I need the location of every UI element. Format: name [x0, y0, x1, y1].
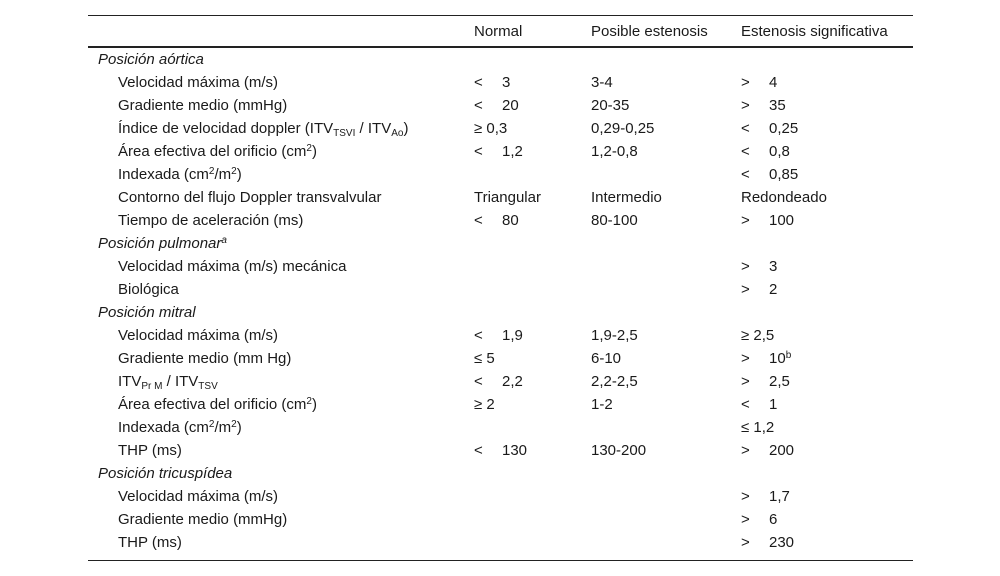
cell-estenosis-significativa: [741, 140, 790, 163]
cell-posible-estenosis: Intermedio: [591, 189, 662, 206]
table-row: [0, 531, 1000, 554]
threshold-value: 2,2: [502, 373, 523, 390]
table-row: [0, 117, 1000, 140]
comparison-operator: <: [474, 143, 483, 160]
header-estenosis-significativa: Estenosis significativa: [741, 23, 888, 40]
cell-estenosis-significativa: [741, 347, 791, 370]
cell-estenosis-significativa: Redondeado: [741, 189, 827, 206]
subscript-text: Pr M: [141, 381, 163, 392]
threshold-value: 4: [769, 74, 778, 91]
cell-normal: [474, 370, 523, 393]
comparison-operator: <: [741, 396, 750, 413]
threshold-value: 1,2: [502, 143, 523, 160]
row-label: THP (ms): [118, 534, 182, 551]
row-label: Índice de velocidad doppler $(ITV_{TSVI} / ITV_{Ao})$: [118, 120, 409, 139]
comparison-operator: >: [741, 511, 750, 528]
threshold-value: 0,8: [769, 143, 790, 160]
table-row: [0, 508, 1000, 531]
cell-posible-estenosis: 6-10: [591, 350, 622, 367]
comparison-operator: >: [741, 373, 750, 390]
table-row: [0, 324, 1000, 347]
subscript-text: TSVI: [333, 128, 356, 139]
cell-normal: ≥ 0,3: [474, 120, 508, 137]
table-row: [0, 163, 1000, 186]
section-row: [0, 462, 1000, 485]
cell-estenosis-significativa: [741, 278, 777, 301]
cell-posible-estenosis: 3-4: [591, 74, 613, 91]
table-row: [0, 209, 1000, 232]
cell-normal: [474, 209, 519, 232]
threshold-value: 1: [769, 396, 778, 413]
row-label: Gradiente medio (mmHg): [118, 511, 288, 528]
comparison-operator: >: [741, 442, 750, 459]
row-label: THP (ms): [118, 442, 182, 459]
threshold-value: 3: [769, 258, 778, 275]
comparison-operator: <: [474, 74, 483, 91]
threshold-value: 230: [769, 534, 795, 551]
threshold-value: 20: [502, 97, 519, 114]
cell-estenosis-significativa: [741, 370, 790, 393]
cell-normal: ≥ 2: [474, 396, 495, 413]
threshold-value: 35: [769, 97, 786, 114]
cell-estenosis-significativa: [741, 94, 786, 117]
threshold-value: 1,7: [769, 488, 790, 505]
cell-posible-estenosis: 2,2-2,5: [591, 373, 638, 390]
comparison-operator: >: [741, 534, 750, 551]
top-rule: [88, 15, 913, 16]
footnote-marker: b: [785, 350, 792, 361]
comparison-operator: >: [741, 97, 750, 114]
row-label: Indexada $(cm^2/m^2)$: [118, 419, 242, 436]
superscript-text: 2: [306, 143, 312, 154]
cell-estenosis-significativa: ≤ 1,2: [741, 419, 775, 436]
row-label: Indexada $(cm^2/m^2)$: [118, 166, 242, 183]
row-label: Velocidad máxima (m/s): [118, 327, 279, 344]
table-row: [0, 94, 1000, 117]
threshold-value: 2,5: [769, 373, 790, 390]
section-row: [0, 48, 1000, 71]
cell-normal: Triangular: [474, 189, 541, 206]
table-row: [0, 71, 1000, 94]
cell-normal: [474, 71, 510, 94]
section-heading: Posición aórtica: [98, 51, 204, 68]
row-label: Velocidad máxima (m/s): [118, 488, 279, 505]
header-posible-estenosis: Posible estenosis: [591, 23, 708, 40]
comparison-operator: >: [741, 212, 750, 229]
subscript-text: TSV: [198, 381, 218, 392]
table-row: [0, 255, 1000, 278]
cell-normal: [474, 439, 527, 462]
comparison-operator: <: [474, 212, 483, 229]
row-label: Gradiente medio (mmHg): [118, 97, 288, 114]
cell-normal: [474, 140, 523, 163]
superscript-text: 2: [208, 166, 215, 177]
header-normal: Normal: [474, 23, 523, 40]
footnote-marker: a: [221, 235, 227, 246]
cell-posible-estenosis: 1,2-0,8: [591, 143, 638, 160]
cell-estenosis-significativa: [741, 209, 794, 232]
section-heading: Posición pulmonar$^a$: [98, 235, 227, 252]
cell-estenosis-significativa: [741, 508, 777, 531]
threshold-value: 6: [769, 511, 778, 528]
cell-posible-estenosis: 80-100: [591, 212, 638, 229]
cell-normal: ≤ 5: [474, 350, 495, 367]
table-row: [0, 439, 1000, 462]
row-label: Biológica: [118, 281, 179, 298]
cell-posible-estenosis: 0,29-0,25: [591, 120, 655, 137]
section-heading: Posición tricuspídea: [98, 465, 233, 482]
table-row: [0, 278, 1000, 301]
cell-posible-estenosis: 20-35: [591, 97, 630, 114]
comparison-operator: >: [741, 74, 750, 91]
row-label: Velocidad máxima (m/s) mecánica: [118, 258, 347, 275]
table-row: [0, 140, 1000, 163]
section-heading: Posición mitral: [98, 304, 196, 321]
comparison-operator: >: [741, 350, 750, 367]
comparison-operator: >: [741, 488, 750, 505]
subscript-text: Ao: [391, 128, 404, 139]
row-label: Área efectiva del orificio $(cm^2)$: [118, 396, 317, 413]
threshold-value: 80: [502, 212, 519, 229]
comparison-operator: <: [741, 166, 750, 183]
cell-posible-estenosis: 1,9-2,5: [591, 327, 638, 344]
table-row: [0, 485, 1000, 508]
row-label: Contorno del flujo Doppler transvalvular: [118, 189, 382, 206]
threshold-value: 200: [769, 442, 795, 459]
threshold-value: 130: [502, 442, 528, 459]
cell-estenosis-significativa: [741, 71, 777, 94]
threshold-value: 1,9: [502, 327, 523, 344]
cell-estenosis-significativa: [741, 439, 794, 462]
row-label: Tiempo de aceleración (ms): [118, 212, 304, 229]
table-row: [0, 416, 1000, 439]
cell-posible-estenosis: 1-2: [591, 396, 613, 413]
superscript-text: 2: [306, 396, 312, 407]
comparison-operator: >: [741, 281, 750, 298]
cell-estenosis-significativa: ≥ 2,5: [741, 327, 775, 344]
superscript-text: 2: [231, 419, 237, 430]
superscript-text: 2: [208, 419, 215, 430]
cell-estenosis-significativa: [741, 117, 798, 140]
table-row: [0, 347, 1000, 370]
superscript-text: 2: [231, 166, 237, 177]
cell-estenosis-significativa: [741, 485, 790, 508]
cell-estenosis-significativa: [741, 255, 777, 278]
cell-normal: [474, 324, 523, 347]
threshold-value: 0,85: [769, 166, 799, 183]
comparison-operator: >: [741, 258, 750, 275]
cell-posible-estenosis: 130-200: [591, 442, 647, 459]
cell-normal: [474, 94, 519, 117]
comparison-operator: <: [474, 327, 483, 344]
comparison-operator: <: [474, 442, 483, 459]
threshold-value: 0,25: [769, 120, 799, 137]
row-label: Velocidad máxima (m/s): [118, 74, 279, 91]
row-label: $ITV_{Pr M} / ITV_{TSV}$: [118, 373, 218, 392]
comparison-operator: <: [474, 373, 483, 390]
row-label: Área efectiva del orificio $(cm^2)$: [118, 143, 317, 160]
threshold-value: 10: [769, 350, 786, 367]
comparison-operator: <: [474, 97, 483, 114]
table-row: [0, 393, 1000, 416]
table-row: [0, 186, 1000, 209]
section-row: [0, 301, 1000, 324]
section-row: [0, 232, 1000, 255]
table-row: [0, 370, 1000, 393]
comparison-operator: <: [741, 143, 750, 160]
cell-estenosis-significativa: [741, 163, 798, 186]
cell-estenosis-significativa: [741, 531, 794, 554]
cell-estenosis-significativa: [741, 393, 777, 416]
threshold-value: 3: [502, 74, 511, 91]
row-label: Gradiente medio (mm Hg): [118, 350, 292, 367]
bottom-rule: [88, 560, 913, 561]
threshold-value: 100: [769, 212, 795, 229]
comparison-operator: <: [741, 120, 750, 137]
threshold-value: 2: [769, 281, 778, 298]
